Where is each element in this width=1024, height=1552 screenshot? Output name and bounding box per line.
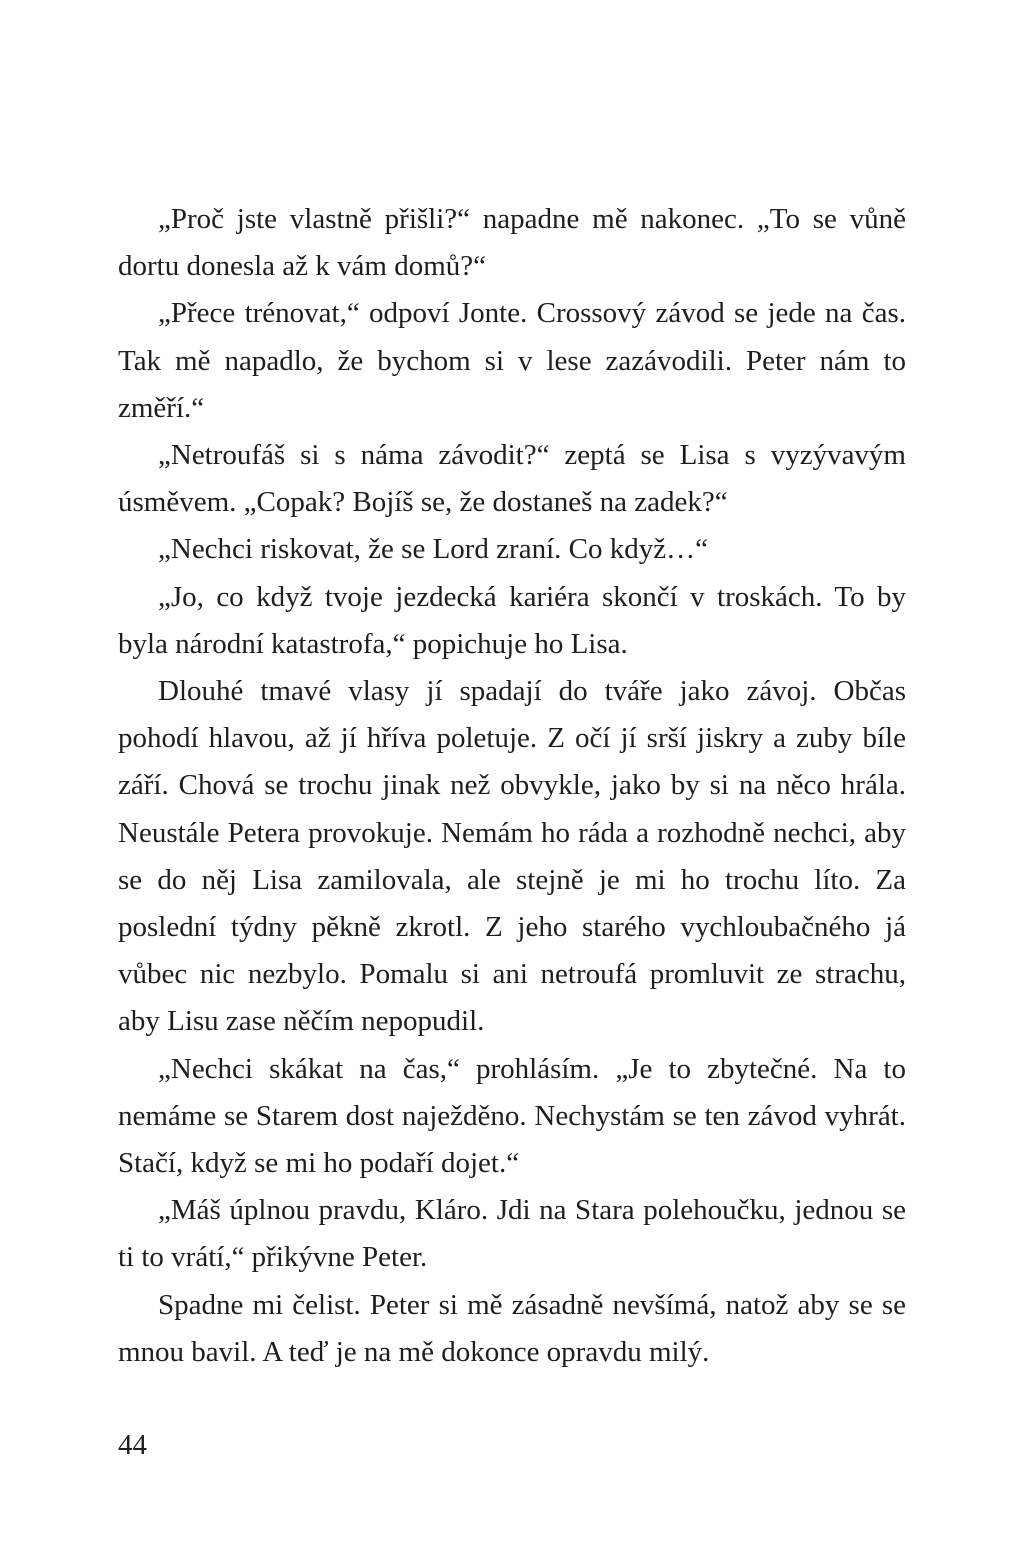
page-body	[118, 196, 906, 1376]
paragraph: „Netroufáš si s náma závodit?“ zeptá se Lisa s vyzývavým úsměvem. „Copak? Bojíš se, že dostaneš na zadek?“	[118, 439, 906, 519]
paragraph: Spadne mi čelist. Peter si mě zásadně nevšímá, natož aby se se mnou bavil. A teď je na mě dokonce opravdu milý.	[118, 1288, 906, 1368]
paragraph: „Nechci riskovat, že se Lord zraní. Co když…“	[158, 533, 708, 566]
paragraph: „Máš úplnou pravdu, Kláro. Jdi na Stara polehoučku, jednou se ti to vrátí,“ přikývne Peter.	[118, 1194, 906, 1274]
page-number: 44	[118, 1429, 147, 1461]
paragraph: „Nechci skákat na čas,“ prohlásím. „Je to zbytečné. Na to nemáme se Starem dost naježděno. Nechystám se ten závod vyhrát. Stačí, když se mi ho podaří dojet.“	[118, 1052, 906, 1180]
paragraph: Dlouhé tmavé vlasy jí spadají do tváře jako závoj. Občas pohodí hlavou, až jí hříva poletuje. Z očí jí srší jiskry a zuby bíle září. Chová se trochu jinak než obvykle, jako by si na něco hrála. Neustále Petera provokuje. Nemám ho ráda a rozhodně nechci, aby se do něj Lisa zamilovala, ale stejně je mi ho trochu líto. Za poslední týdny pěkně zkrotl. Z jeho starého vychloubačného já vůbec nic nezbylo. Pomalu si ani netroufá promluvit ze strachu, aby Lisu zase něčím nepopudil.	[118, 675, 906, 1038]
paragraph: „Jo, co když tvoje jezdecká kariéra skončí v troskách. To by byla národní katastrofa,“ popichuje ho Lisa.	[118, 580, 906, 660]
paragraph: „Přece trénovat,“ odpoví Jonte. Crossový závod se jede na čas. Tak mě napadlo, že bychom si v lese zazávodili. Peter nám to změří.“	[118, 297, 906, 424]
paragraph: „Proč jste vlastně přišli?“ napadne mě nakonec. „To se vůně dortu donesla až k vám domů?“	[118, 203, 906, 283]
